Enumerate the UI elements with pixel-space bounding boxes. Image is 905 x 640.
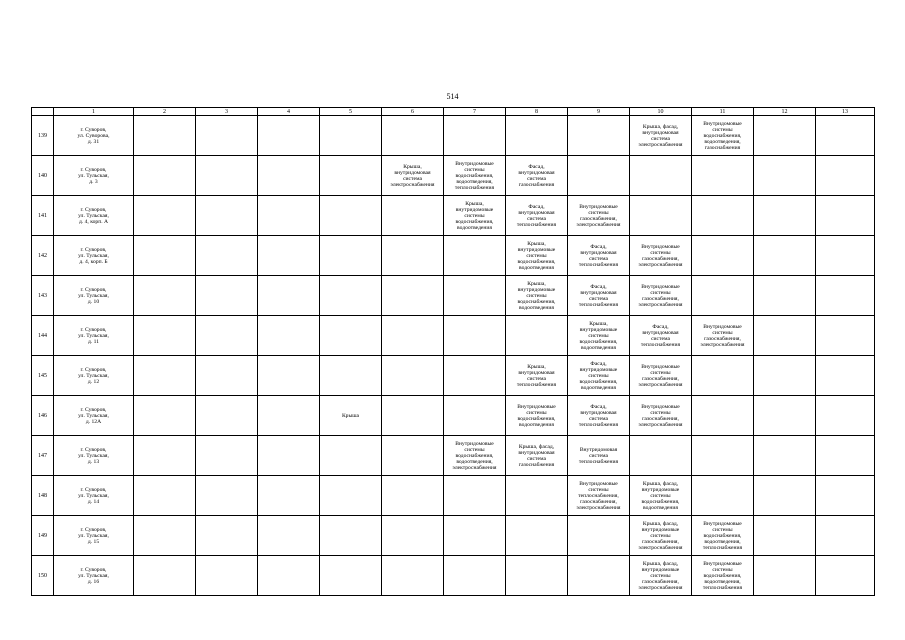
work-type-cell bbox=[444, 516, 506, 556]
work-type-cell bbox=[382, 436, 444, 476]
header-row bbox=[32, 108, 875, 116]
work-type-cell bbox=[196, 356, 258, 396]
work-type-cell bbox=[444, 276, 506, 316]
work-type-cell bbox=[196, 476, 258, 516]
work-type-cell bbox=[754, 236, 816, 276]
work-type-cell bbox=[134, 156, 196, 196]
work-type-cell: Фасад, внутридомовая система теплоснабжения bbox=[568, 236, 630, 276]
work-type-cell: Крыша, внутридомовая система электроснабжения bbox=[382, 156, 444, 196]
repair-schedule-table bbox=[31, 107, 875, 596]
work-type-cell: Внутридомовые системы водоснабжения, водоотведения, теплоснабжения bbox=[444, 156, 506, 196]
table-row bbox=[32, 436, 875, 476]
work-type-cell: Внутридомовые системы газоснабжения, электроснабжения bbox=[568, 196, 630, 236]
work-type-cell: Фасад, внутридомовая система теплоснабжения bbox=[630, 316, 692, 356]
work-type-cell bbox=[134, 556, 196, 596]
work-type-cell: Внутридомовые системы теплоснабжения, газоснабжения, электроснабжения bbox=[568, 476, 630, 516]
table-row bbox=[32, 196, 875, 236]
address-cell: г. Суворов, ул. Тульская, д. 14 bbox=[54, 476, 134, 516]
table-row bbox=[32, 356, 875, 396]
work-type-cell bbox=[258, 276, 320, 316]
header-cell: 12 bbox=[754, 108, 816, 116]
work-type-cell bbox=[382, 396, 444, 436]
work-type-cell bbox=[692, 436, 754, 476]
work-type-cell bbox=[506, 556, 568, 596]
work-type-cell bbox=[134, 396, 196, 436]
work-type-cell bbox=[630, 156, 692, 196]
work-type-cell bbox=[196, 436, 258, 476]
work-type-cell bbox=[196, 156, 258, 196]
work-type-cell: Фасад, внутридомовые системы водоснабжения, водоотведения bbox=[568, 356, 630, 396]
work-type-cell bbox=[196, 556, 258, 596]
work-type-cell: Внутридомовые системы газоснабжения, электроснабжения bbox=[630, 356, 692, 396]
work-type-cell bbox=[692, 356, 754, 396]
work-type-cell bbox=[754, 396, 816, 436]
work-type-cell bbox=[320, 276, 382, 316]
address-cell: г. Суворов, ул. Тульская, д. 11 bbox=[54, 316, 134, 356]
work-type-cell bbox=[444, 556, 506, 596]
address-cell: г. Суворов, ул. Тульская, д. 3 bbox=[54, 156, 134, 196]
work-type-cell: Крыша, фасад, внутридомовые системы водоснабжения, водоотведения bbox=[630, 476, 692, 516]
work-type-cell: Фасад, внутридомовая система теплоснабжения bbox=[568, 276, 630, 316]
work-type-cell bbox=[692, 236, 754, 276]
work-type-cell bbox=[816, 316, 875, 356]
address-cell: г. Суворов, ул. Тульская, д. 12 bbox=[54, 356, 134, 396]
work-type-cell bbox=[134, 436, 196, 476]
work-type-cell: Крыша, внутридомовые системы водоснабжения, водоотведения bbox=[444, 196, 506, 236]
work-type-cell bbox=[258, 556, 320, 596]
work-type-cell bbox=[320, 236, 382, 276]
work-type-cell bbox=[382, 236, 444, 276]
work-type-cell bbox=[568, 116, 630, 156]
work-type-cell: Внутридомовые системы газоснабжения, электроснабжения bbox=[630, 276, 692, 316]
work-type-cell bbox=[692, 156, 754, 196]
work-type-cell bbox=[258, 436, 320, 476]
work-type-cell: Крыша, внутридомовые системы водоснабжения, водоотведения bbox=[506, 236, 568, 276]
address-cell: г. Суворов, ул. Тульская, д. 15 bbox=[54, 516, 134, 556]
work-type-cell bbox=[134, 276, 196, 316]
work-type-cell bbox=[382, 196, 444, 236]
work-type-cell bbox=[134, 356, 196, 396]
work-type-cell bbox=[196, 196, 258, 236]
page-number: 514 bbox=[446, 92, 459, 101]
work-type-cell: Внутридомовые системы водоснабжения, водоотведения, теплоснабжения bbox=[692, 516, 754, 556]
header-cell: 11 bbox=[692, 108, 754, 116]
work-type-cell bbox=[506, 116, 568, 156]
work-type-cell: Внутридомовые системы газоснабжения, электроснабжения bbox=[692, 316, 754, 356]
address-cell: г. Суворов, ул. Тульская, д. 4, корп. Б bbox=[54, 236, 134, 276]
work-type-cell: Крыша, внутридомовые системы водоснабжения, водоотведения bbox=[568, 316, 630, 356]
work-type-cell bbox=[320, 556, 382, 596]
row-number-cell: 147 bbox=[32, 436, 54, 476]
work-type-cell bbox=[816, 476, 875, 516]
table-row bbox=[32, 556, 875, 596]
work-type-cell bbox=[754, 196, 816, 236]
work-type-cell bbox=[444, 476, 506, 516]
work-type-cell bbox=[816, 516, 875, 556]
work-type-cell bbox=[816, 556, 875, 596]
work-type-cell bbox=[134, 196, 196, 236]
work-type-cell bbox=[692, 196, 754, 236]
work-type-cell: Фасад, внутридомовая система теплоснабжения bbox=[506, 196, 568, 236]
work-type-cell bbox=[320, 196, 382, 236]
work-type-cell: Фасад, внутридомовая система газоснабжения bbox=[506, 156, 568, 196]
work-type-cell bbox=[382, 356, 444, 396]
address-cell: г. Суворов, ул. Тульская, д. 13 bbox=[54, 436, 134, 476]
header-cell: 4 bbox=[258, 108, 320, 116]
work-type-cell bbox=[816, 156, 875, 196]
work-type-cell bbox=[258, 196, 320, 236]
work-type-cell bbox=[692, 276, 754, 316]
work-type-cell: Крыша bbox=[320, 396, 382, 436]
work-type-cell: Внутридомовые системы газоснабжения, электроснабжения bbox=[630, 396, 692, 436]
work-type-cell bbox=[382, 516, 444, 556]
work-type-cell bbox=[258, 356, 320, 396]
work-type-cell bbox=[196, 316, 258, 356]
work-type-cell: Крыша, фасад, внутридомовая система электроснабжения bbox=[630, 116, 692, 156]
work-type-cell bbox=[134, 116, 196, 156]
work-type-cell bbox=[382, 556, 444, 596]
work-type-cell: Внутридомовые системы водоснабжения, водоотведения, теплоснабжения bbox=[692, 556, 754, 596]
work-type-cell bbox=[754, 116, 816, 156]
work-type-cell bbox=[196, 396, 258, 436]
work-type-cell bbox=[754, 436, 816, 476]
header-cell: 6 bbox=[382, 108, 444, 116]
work-type-cell bbox=[816, 196, 875, 236]
work-type-cell: Внутридомовые системы водоснабжения, водоотведения bbox=[506, 396, 568, 436]
work-type-cell bbox=[506, 516, 568, 556]
table-row bbox=[32, 116, 875, 156]
work-type-cell: Крыша, внутридомовые системы водоснабжения, водоотведения bbox=[506, 276, 568, 316]
work-type-cell bbox=[134, 316, 196, 356]
header-cell: 5 bbox=[320, 108, 382, 116]
work-type-cell bbox=[258, 236, 320, 276]
row-number-cell: 143 bbox=[32, 276, 54, 316]
row-number-cell: 150 bbox=[32, 556, 54, 596]
work-type-cell bbox=[444, 116, 506, 156]
table-row bbox=[32, 316, 875, 356]
header-cell: 10 bbox=[630, 108, 692, 116]
address-cell: г. Суворов, ул. Тульская, д. 10 bbox=[54, 276, 134, 316]
work-type-cell bbox=[320, 356, 382, 396]
work-type-cell bbox=[320, 316, 382, 356]
work-type-cell bbox=[692, 476, 754, 516]
header-cell: 3 bbox=[196, 108, 258, 116]
work-type-cell bbox=[196, 516, 258, 556]
work-type-cell bbox=[258, 156, 320, 196]
row-number-cell: 140 bbox=[32, 156, 54, 196]
work-type-cell: Внутридомовые системы водоснабжения, водоотведения, газоснабжения bbox=[692, 116, 754, 156]
work-type-cell bbox=[754, 476, 816, 516]
table-row bbox=[32, 396, 875, 436]
row-number-cell: 146 bbox=[32, 396, 54, 436]
work-type-cell: Фасад, внутридомовая система теплоснабжения bbox=[568, 396, 630, 436]
table-row bbox=[32, 236, 875, 276]
row-number-cell: 142 bbox=[32, 236, 54, 276]
header-cell-blank bbox=[32, 108, 54, 116]
work-type-cell bbox=[258, 316, 320, 356]
work-type-cell bbox=[444, 236, 506, 276]
work-type-cell: Крыша, фасад, внутридомовые системы газоснабжения, электроснабжения bbox=[630, 556, 692, 596]
row-number-cell: 139 bbox=[32, 116, 54, 156]
row-number-cell: 145 bbox=[32, 356, 54, 396]
row-number-cell: 148 bbox=[32, 476, 54, 516]
work-type-cell bbox=[754, 156, 816, 196]
work-type-cell bbox=[754, 516, 816, 556]
work-type-cell bbox=[754, 556, 816, 596]
work-type-cell bbox=[382, 276, 444, 316]
work-type-cell bbox=[630, 196, 692, 236]
row-number-cell: 149 bbox=[32, 516, 54, 556]
address-cell: г. Суворов, ул. Тульская, д. 4, корп. А bbox=[54, 196, 134, 236]
work-type-cell bbox=[816, 436, 875, 476]
work-type-cell bbox=[382, 116, 444, 156]
work-type-cell bbox=[816, 396, 875, 436]
work-type-cell bbox=[506, 316, 568, 356]
work-type-cell bbox=[196, 236, 258, 276]
work-type-cell bbox=[444, 316, 506, 356]
header-cell: 1 bbox=[54, 108, 134, 116]
work-type-cell: Крыша, фасад, внутридомовая система газоснабжения bbox=[506, 436, 568, 476]
work-type-cell bbox=[320, 516, 382, 556]
work-type-cell bbox=[258, 116, 320, 156]
work-type-cell bbox=[320, 476, 382, 516]
work-type-cell bbox=[258, 476, 320, 516]
work-type-cell bbox=[754, 316, 816, 356]
header-cell: 9 bbox=[568, 108, 630, 116]
header-cell: 13 bbox=[816, 108, 875, 116]
work-type-cell bbox=[258, 396, 320, 436]
work-type-cell bbox=[816, 356, 875, 396]
row-number-cell: 141 bbox=[32, 196, 54, 236]
address-cell: г. Суворов, ул. Тульская, д. 12А bbox=[54, 396, 134, 436]
work-type-cell bbox=[320, 116, 382, 156]
work-type-cell bbox=[444, 396, 506, 436]
work-type-cell bbox=[754, 356, 816, 396]
work-type-cell bbox=[506, 476, 568, 516]
work-type-cell bbox=[258, 516, 320, 556]
work-type-cell bbox=[568, 516, 630, 556]
work-type-cell: Внутридомовая система теплоснабжения bbox=[568, 436, 630, 476]
work-type-cell bbox=[382, 316, 444, 356]
work-type-cell bbox=[382, 476, 444, 516]
work-type-cell bbox=[816, 236, 875, 276]
work-type-cell bbox=[196, 276, 258, 316]
header-cell: 2 bbox=[134, 108, 196, 116]
address-cell: г. Суворов, ул. Суворова, д. 31 bbox=[54, 116, 134, 156]
work-type-cell bbox=[568, 556, 630, 596]
table-row bbox=[32, 516, 875, 556]
work-type-cell bbox=[134, 236, 196, 276]
work-type-cell bbox=[754, 276, 816, 316]
work-type-cell bbox=[816, 276, 875, 316]
table-row bbox=[32, 156, 875, 196]
header-cell: 8 bbox=[506, 108, 568, 116]
work-type-cell bbox=[630, 436, 692, 476]
work-type-cell bbox=[692, 396, 754, 436]
address-cell: г. Суворов, ул. Тульская, д. 16 bbox=[54, 556, 134, 596]
work-type-cell bbox=[568, 156, 630, 196]
work-type-cell bbox=[196, 116, 258, 156]
work-type-cell bbox=[444, 356, 506, 396]
work-type-cell bbox=[134, 516, 196, 556]
work-type-cell: Крыша, фасад, внутридомовые системы газоснабжения, электроснабжения bbox=[630, 516, 692, 556]
table-row bbox=[32, 476, 875, 516]
table-row bbox=[32, 276, 875, 316]
work-type-cell bbox=[816, 116, 875, 156]
work-type-cell: Внутридомовые системы водоснабжения, водоотведения, электроснабжения bbox=[444, 436, 506, 476]
work-type-cell bbox=[320, 436, 382, 476]
work-type-cell bbox=[320, 156, 382, 196]
work-type-cell: Крыша, внутридомовая система теплоснабжения bbox=[506, 356, 568, 396]
row-number-cell: 144 bbox=[32, 316, 54, 356]
work-type-cell bbox=[134, 476, 196, 516]
header-cell: 7 bbox=[444, 108, 506, 116]
work-type-cell: Внутридомовые системы газоснабжения, электроснабжения bbox=[630, 236, 692, 276]
